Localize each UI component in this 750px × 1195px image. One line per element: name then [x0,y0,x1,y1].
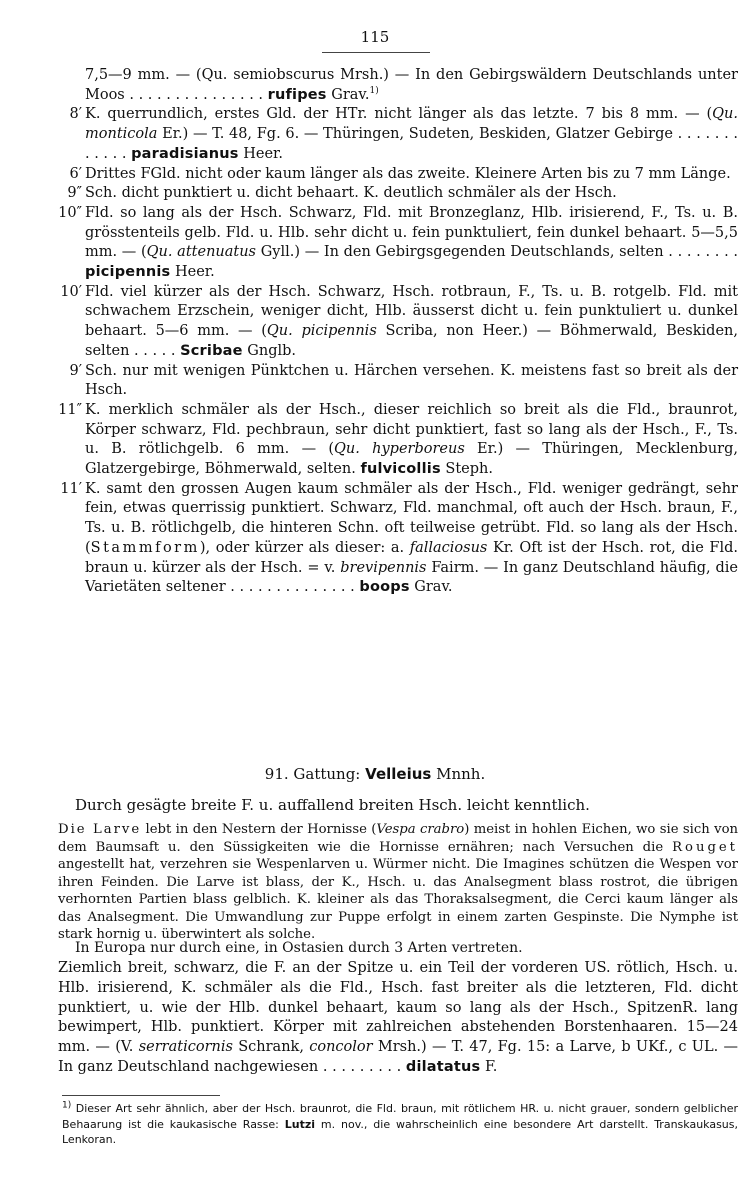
key-entry-rufipes-tail [54,66,738,105]
species-name: rufipes [267,86,327,103]
couplet-number: 9′ [69,362,82,379]
footnote-mark: 1) [62,1100,72,1111]
couplet-number: 10′ [60,283,82,300]
key-entry-6-prime [54,165,738,185]
entry-text: Drittes FGld. nicht oder kaum länger als das zweite. Kleinere Arten bis zu 7 mm Länge. [85,165,731,182]
entry-text: Fld. viel kürzer als der Hsch. Schwarz, Hsch. rotbraun, F., Ts. u. B. rotgelb. Fld. mit schwachem Erzschein, weniger dicht, Hlb. äusserst dicht u. fein punktuliert u. dunkel behaart. 5—6 mm. — (Qu. picipennis Scriba, non Heer.) — Böhmerwald, Beskiden, selten . . . . . Scribae Gnglb. [85,283,738,359]
key-entry-10-prime [54,283,738,362]
determination-key [54,66,738,598]
species-name: boops [359,579,410,596]
couplet-number: 9″ [67,185,82,202]
entry-text: Fld. so lang als der Hsch. Schwarz, Fld. mit Bronzeglanz, Hlb. irisierend, F., Ts. u. B. grösstenteils gelb. Fld. u. Hlb. sehr dicht u. fein punktuliert, fein dunkel behaart. 5—5,5 mm. — (Qu. attenuatus Gyll.) — In den Gebirgsgegenden Deutschlands, selten . . . . . . . . picipennis Heer. [85,204,738,281]
couplet-number: 8′ [69,106,82,123]
genus-name: Velleius [365,765,432,783]
species-name: paradisianus [131,145,239,162]
footnote-rule [62,1095,220,1096]
species-name: dilatatus [405,1058,481,1075]
couplet-number: 6′ [69,165,82,182]
genus-heading: 91. Gattung: Velleius Mnnh. [264,765,486,783]
key-entry-9-prime [54,362,738,401]
header-rule [322,52,430,53]
entry-text: K. querrundlich, erstes Gld. der HTr. nicht länger als das letzte. 7 bis 8 mm. — (Qu. monticola Er.) — T. 48, Fg. 6. — Thüringen, Sudeten, Beskiden, Glatzer Gebirge . . . . . . . . . . . . paradisianus Heer. [85,106,738,162]
species-description: Ziemlich breit, schwarz, die F. an der Spitze u. ein Teil der vorderen US. rötlich, Hsch. u. Hlb. irisierend, K. schmäler als die Fld., Hsch. fast breiter als die letzteren, Fld. dicht punktiert, u. wie der Hlb. dunkel behaart, kaum so lang als der Hsch., SpitzenR. lang bewimpert, Hlb. punktiert. Körper mit zahlreichen abstehenden Borstenhaaren. 15—24 mm. — (V. serraticornis Schrank, concolor Mrsh.) — T. 47, Fg. 15: a Larve, b UKf., c UL. — In ganz Deutschland nachgewiesen . . . . . . . . . dilatatus F. [58,960,739,1075]
entry-text: 7,5—9 mm. — (Qu. semiobscurus Mrsh.) — In den Gebirgswäldern Deutschlands unter Moos . . . . . . . . . . . . . . . rufipes Grav.$^{1)}$ [85,67,738,103]
footnote: $^{1)}$ Dieser Art sehr ähnlich, aber der Hsch. braunrot, die Fld. braun, mit rötlichem HR. u. nicht grauer, sondern gelblicher Behaarung ist die kaukasische Rasse: Lutzi m. nov., die wahrscheinlich eine besondere Art darstellt. Transkaukasus, Lenkoran. [62,1100,739,1146]
page-number: 115 [360,28,390,46]
couplet-number: 11″ [58,401,82,418]
entry-text: Sch. dicht punktiert u. dicht behaart. K. deutlich schmäler als der Hsch. [85,185,617,202]
entry-text: Sch. nur mit wenigen Pünktchen u. Härchen versehen. K. meistens fast so breit als der Hsch. [85,362,738,399]
couplet-number: 10″ [58,204,82,221]
key-entry-11-prime [54,480,738,598]
key-entry-9-double [54,184,738,204]
species-name: fulvicollis [360,461,441,478]
species-name: Scribae [180,342,243,359]
species-name: picipennis [85,264,171,281]
key-entry-8-prime [54,105,738,164]
couplet-number: 11′ [60,480,82,497]
entry-text: K. samt den grossen Augen kaum schmäler als der Hsch., Fld. weniger gedrängt, sehr fein, etwas querrissig punktiert. Schwarz, Fld. manchmal, oft auch der Hsch. braun, F., Ts. u. B. rötlichgelb, die hinteren Schn. oft teilweise getrübt. Fld. so lang als der Hsch. (Stammform), oder kürzer als dieser: a. fallaciosus Kr. Oft ist der Hsch. rot, die Fld. braun u. kürzer als der Hsch. = v. brevipennis Fairm. — In ganz Deutschland häufig, die Varietäten seltener . . . . . . . . . . . . . . boops Grav. [85,480,738,596]
entry-text: K. merklich schmäler als der Hsch., dieser reichlich so breit als die Fld., braunrot, Körper schwarz, Fld. pechbraun, sehr dicht punktiert, fast so lang als der Hsch., F., Ts. u. B. rötlichgelb. 6 mm. — (Qu. hyperboreus Er.) — Thüringen, Mecklenburg, Glatzergebirge, Böhmerwald, selten. fulvicollis Steph. [85,401,738,478]
key-entry-10-double [54,204,738,283]
genus-diagnosis: Durch gesägte breite F. u. auffallend breiten Hsch. leicht kenntlich. [75,796,590,814]
distribution-note: In Europa nur durch eine, in Ostasien durch 3 Arten vertreten. [75,940,523,956]
larva-paragraph: Die Larve lebt in den Nestern der Hornisse (Vespa crabro) meist in hohlen Eichen, wo sie sich von dem Baumsaft u. den Süssigkeiten wie die Hornisse ernähren; nach Versuchen die Rouget angestellt hat, verzehren sie Wespenlarven u. Würmer nicht. Die Imagines schützen die Wespen vor ihren Feinden. Die Larve ist blass, der K., Hsch. u. das Analsegment blass rostrot, die übrigen verhornten Partien blass gelblich. K. kleiner als das Thoraksalsegment, die Cerci kaum länger als das Analsegment. Die Umwandlung zur Puppe erfolgt in einem zarten Gespinste. Die Nymphe ist stark hornig u. überwintert als solche. [58,822,739,942]
key-entry-11-double [54,401,738,480]
footnote-mark: 1) [369,85,379,96]
